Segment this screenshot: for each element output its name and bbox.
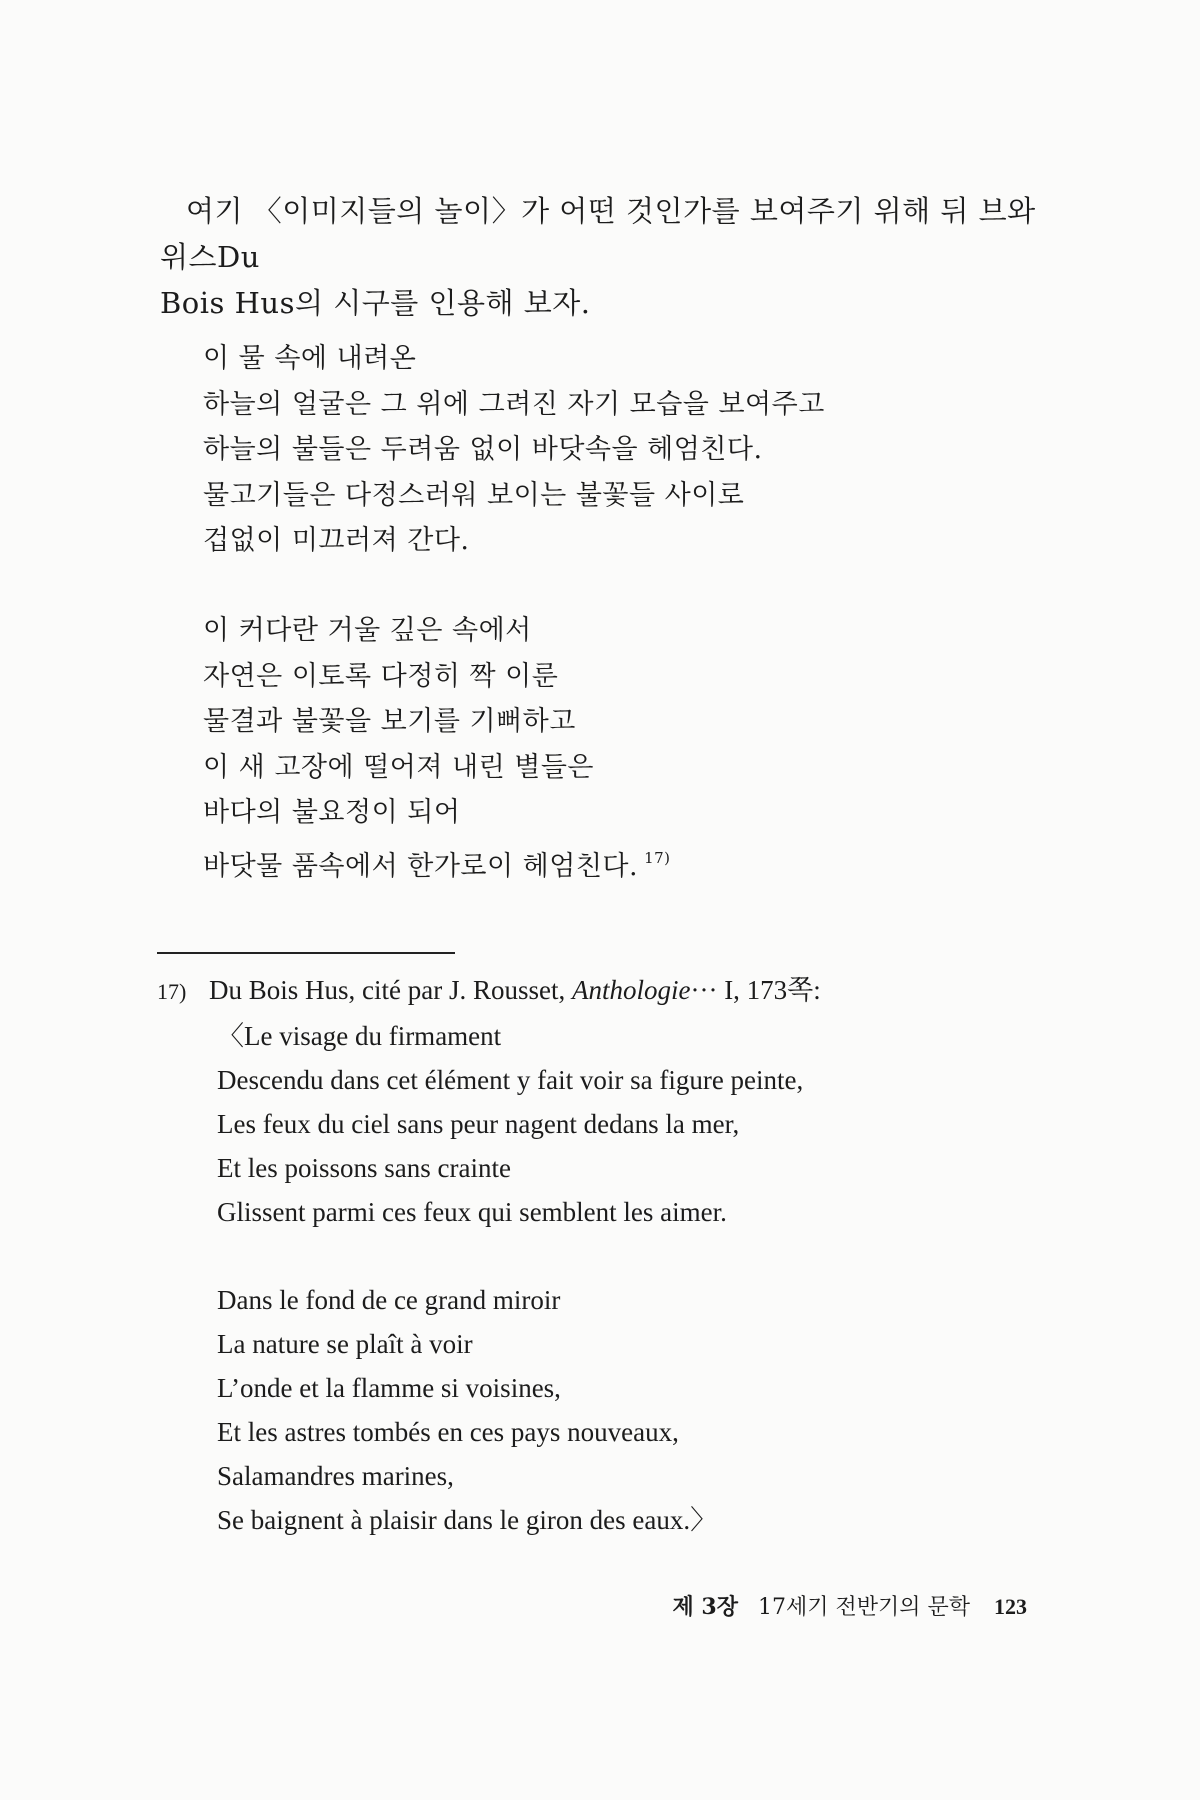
citation-prefix: Du Bois Hus, cité par J. Rousset, [209,975,572,1005]
french-verse-line: Et les astres tombés en ces pays nouveaux, [217,1417,679,1447]
french-verse-line: L’onde et la flamme si voisines, [217,1373,561,1403]
intro-paragraph [160,188,1040,326]
poem-line: 물결과 불꽃을 보기를 기뻐하고 [203,706,576,737]
poem-line-text: 바닷물 품속에서 한가로이 헤엄친다. [203,850,639,882]
footnote-citation [157,968,1057,1014]
french-verse-line: 〈Le visage du firmament [217,1021,502,1051]
poem-line: 물고기들은 다정스러워 보이는 불꽃들 사이로 [203,479,745,511]
french-verse-line: Dans le fond de ce grand miroir [217,1285,561,1315]
french-verse-line: Et les poissons sans crainte [217,1153,511,1183]
french-verse-line: Les feux du ciel sans peur nagent dedans la mer, [217,1109,740,1139]
korean-poem-stanza-1 [203,336,825,564]
page-number: 123 [994,1594,1027,1619]
intro-line-1: 여기 〈이미지들의 놀이〉가 어떤 것인가를 보여주기 위해 뒤 브와 위스Du [160,194,1036,274]
poem-line-last [203,836,671,890]
chapter-label: 제 3장 [672,1594,738,1620]
poem-line: 자연은 이토록 다정히 짝 이룬 [203,660,559,692]
footnote-number: 17) [157,979,187,1004]
footnote-17 [157,968,1057,1542]
footnote-divider [157,952,455,954]
citation-book-title: Anthologie [571,975,691,1005]
running-footer [673,1590,1027,1621]
poem-line: 이 커다란 거울 깊은 속에서 [203,615,532,646]
poem-line: 겁없이 미끄러져 간다. [203,525,470,556]
french-verse-line: La nature se plaît à voir [217,1329,473,1359]
intro-line-2: Bois Hus의 시구를 인용해 보자. [160,286,591,320]
poem-line: 이 새 고장에 떨어져 내린 별들은 [203,751,594,783]
french-verse-line: Salamandres marines, [217,1461,454,1491]
poem-line: 하늘의 얼굴은 그 위에 그려진 자기 모습을 보여주고 [203,388,825,420]
poem-line: 이 물 속에 내려온 [203,343,417,374]
french-original-verses [217,1014,1057,1542]
french-verse-line: Glissent parmi ces feux qui semblent les aimer. [217,1197,727,1227]
footnote-reference[interactable]: 17) [644,848,671,867]
stanza-gap [217,1234,1057,1278]
chapter-title: 17세기 전반기의 문학 [758,1595,970,1620]
poem-line: 바다의 불요정이 되어 [203,797,461,828]
citation-suffix: ··· I, 173쪽: [690,975,821,1005]
french-verse-line: Se baignent à plaisir dans le giron des eaux.〉 [217,1505,718,1535]
korean-poem-stanza-2 [203,608,671,889]
poem-line: 하늘의 불들은 두려움 없이 바닷속을 헤엄친다. [203,434,763,465]
french-verse-line: Descendu dans cet élément y fait voir sa figure peinte, [217,1065,804,1095]
